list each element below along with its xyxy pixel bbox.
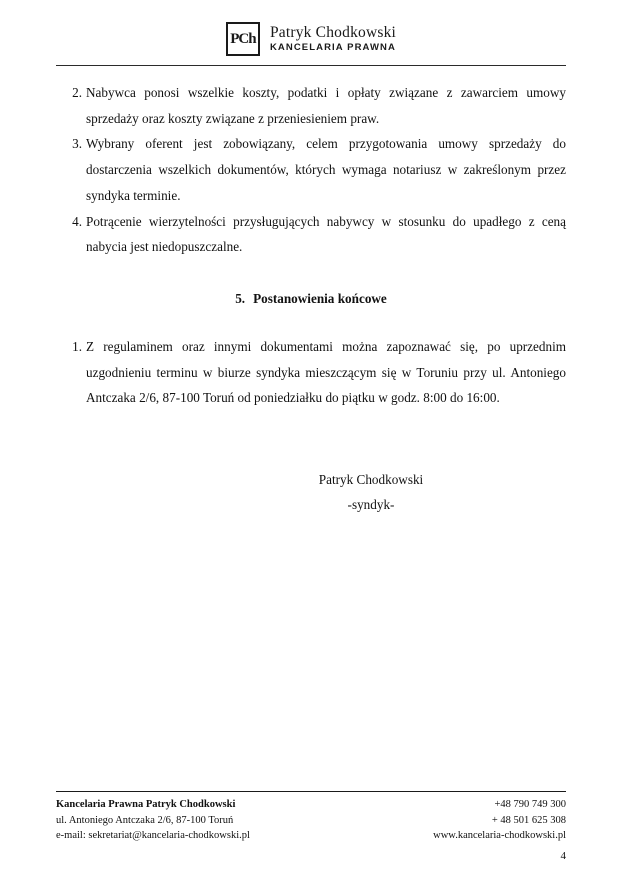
signature-name: Patryk Chodkowski <box>318 472 424 488</box>
header-divider <box>56 65 566 66</box>
signature-role: -syndyk- <box>347 497 395 513</box>
list-item <box>56 131 566 208</box>
page-number: 4 <box>560 850 566 862</box>
footer-address: ul. Antoniego Antczaka 2/6, 87-100 Toruń <box>56 814 234 826</box>
footer-phone-2: + 48 501 625 308 <box>491 814 566 826</box>
list-item <box>56 334 566 411</box>
list-item <box>56 80 566 131</box>
section-heading <box>56 286 566 312</box>
letterhead-logo <box>226 22 396 56</box>
footer-email: e-mail: sekretariat@kancelaria-chodkowski.pl <box>56 830 250 842</box>
footer-phone-1: +48 790 749 300 <box>494 798 566 810</box>
footer-columns <box>56 797 566 844</box>
document-body <box>56 80 566 517</box>
monogram-text: PCh <box>230 30 256 47</box>
section-number: 5. <box>235 291 246 307</box>
footer-company: Kancelaria Prawna Patryk Chodkowski <box>56 798 236 810</box>
footer-contact-left <box>56 797 250 844</box>
clause-text: Nabywca ponosi wszelkie koszty, podatki i opłaty związane z zawarciem umowy sprzedaży oraz koszty związane z przeniesieniem praw. <box>86 85 566 126</box>
clause-number: 4. <box>72 213 82 229</box>
clause-list <box>56 80 566 260</box>
firm-name: Patryk Chodkowski <box>269 23 397 41</box>
footer-contact-right <box>433 797 566 844</box>
footer-divider <box>56 791 566 792</box>
monogram-icon <box>226 22 260 56</box>
footer-website: www.kancelaria-chodkowski.pl <box>433 830 566 842</box>
section-title: Postanowienia końcowe <box>253 291 387 307</box>
document-footer <box>56 791 566 862</box>
letterhead-text <box>270 25 396 53</box>
section-item-number: 1. <box>72 338 82 354</box>
document-header <box>56 0 566 66</box>
clause-number: 2. <box>72 85 82 100</box>
firm-tagline: KANCELARIA PRAWNA <box>269 42 396 54</box>
list-item <box>56 209 566 260</box>
clause-text: Wybrany oferent jest zobowiązany, celem przygotowania umowy sprzedaży do dostarczenia wszelkich dokumentów, których wymaga notariusz w zakreślonym przez syndyka terminie. <box>86 136 566 203</box>
section-list <box>56 334 566 411</box>
section-item-text: Z regulaminem oraz innymi dokumentami można zapoznawać się, po uprzednim uzgodnieniu terminu w biurze syndyka mieszczącym się w Toruniu przy ul. Antoniego Antczaka 2/6, 87-100 Toruń od poniedziałku do piątku w godz. 8:00 do 16:00. <box>86 338 566 406</box>
signature-block <box>56 467 566 517</box>
clause-number: 3. <box>72 136 82 152</box>
clause-text: Potrącenie wierzytelności przysługujących nabywcy w stosunku do upadłego z ceną nabycia jest niedopuszczalne. <box>86 213 566 255</box>
